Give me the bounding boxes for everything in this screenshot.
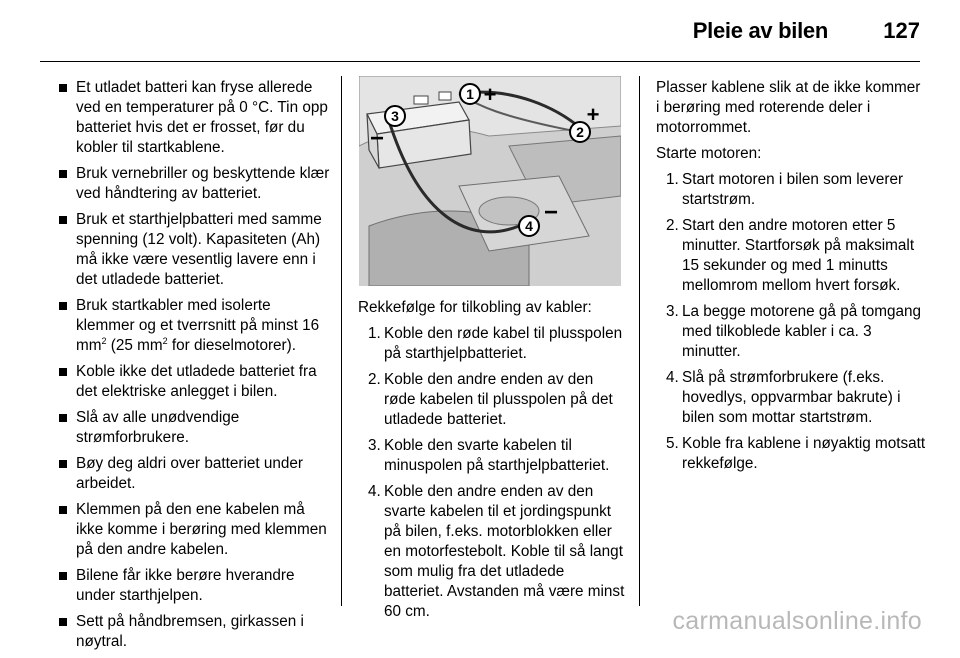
svg-text:1: 1 <box>466 86 474 102</box>
cable-placement-note: Plasser kablene slik at de ikke kommer i berøring med roterende deler i motorrommet. <box>656 79 921 136</box>
bullet-square-icon <box>59 506 67 514</box>
step-item: 1. Koble den røde kabel til plusspolen på starthjelpbatteriet. <box>368 325 623 362</box>
step-item: 2. Koble den andre enden av den røde kabelen til plusspolen på det utladede batteriet. <box>368 371 613 428</box>
bullet-item: Slå av alle unødvendige strømforbrukere. <box>56 408 332 448</box>
bullet-square-icon <box>59 84 67 92</box>
step-item: 5. Koble fra kablene i nøyaktig motsatt rekkefølge. <box>666 435 926 472</box>
bullet-item: Et utladet batteri kan fryse allerede ved en temperaturer på 0 °C. Tin opp batteriet hvis det er frosset, før du kobler til startkablene. <box>56 78 332 158</box>
page-header <box>0 0 960 62</box>
start-steps <box>656 170 928 474</box>
bullet-square-icon <box>59 618 67 626</box>
header-rule <box>40 61 920 62</box>
page-number: 127 <box>883 18 920 43</box>
column-divider <box>341 76 342 606</box>
connection-intro: Rekkefølge for tilkobling av kabler: <box>358 299 592 316</box>
start-heading: Starte motoren: <box>656 145 762 162</box>
column-divider <box>639 76 640 606</box>
bullet-item: Bilene får ikke berøre hverandre under starthjelpen. <box>56 566 332 606</box>
bullet-item: Koble ikke det utladede batteriet fra det elektriske anlegget i bilen. <box>56 362 332 402</box>
step-item: 4. Koble den andre enden av den svarte kabelen til et jordingspunkt på bilen, f.eks. motorblokken eller en motorfestebolt. Koble til så langt som mulig fra det utladede batteriet. Avstanden må være minst 60 cm. <box>368 483 625 620</box>
connection-steps <box>358 324 626 622</box>
bullet-square-icon <box>59 302 67 310</box>
bullet-item: Bruk et starthjelpbatteri med samme spenning (12 volt). Kapasiteten (Ah) må ikke være vesentlig lavere enn i det utladede batteriet. <box>56 210 332 290</box>
bullet-square-icon <box>59 368 67 376</box>
svg-text:+: + <box>483 82 497 107</box>
svg-text:4: 4 <box>525 218 533 234</box>
step-item: 4. Slå på strømforbrukere (f.eks. hovedlys, oppvarmbar bakrute) i bilen som mottar startstrøm. <box>666 369 901 426</box>
column-safety-notes <box>56 78 332 658</box>
bullet-square-icon <box>59 414 67 422</box>
bullet-item: Klemmen på den ene kabelen må ikke komme i berøring med klemmen på den andre kabelen. <box>56 500 332 560</box>
bullet-item: Bruk startkabler med isolerte klemmer og et tverrsnitt på minst 16 $mm^2$ (25 $mm^2$ for dieselmotorer). <box>56 296 332 356</box>
watermark: carmanualsonline.info <box>672 607 922 635</box>
bullet-item: Sett på håndbremsen, girkassen i nøytral. <box>56 612 332 652</box>
bullet-square-icon <box>59 170 67 178</box>
column-start-engine <box>656 78 928 480</box>
bullet-square-icon <box>59 572 67 580</box>
page-title: Pleie av bilen <box>692 18 828 43</box>
svg-text:−: − <box>543 199 559 226</box>
step-item: 1. Start motoren i bilen som leverer startstrøm. <box>666 171 904 208</box>
svg-text:−: − <box>369 125 385 152</box>
bullet-square-icon <box>59 216 67 224</box>
svg-text:+: + <box>586 102 600 127</box>
column-connection-order <box>358 298 626 628</box>
safety-bullet-list <box>56 78 332 652</box>
step-item: 3. La begge motorene gå på tomgang med tilkoblede kabler i ca. 3 minutter. <box>666 303 921 360</box>
svg-text:3: 3 <box>391 108 399 124</box>
bullet-item: Bruk vernebriller og beskyttende klær ved håndtering av batteriet. <box>56 164 332 204</box>
jump-start-illustration <box>359 76 621 286</box>
engine-bay-drawing <box>359 76 621 286</box>
svg-text:2: 2 <box>576 124 584 140</box>
step-item: 2. Start den andre motoren etter 5 minutter. Startforsøk på maksimalt 15 sekunder og med 1 minutts mellomrom mellom hvert forsøk. <box>666 217 915 294</box>
bullet-square-icon <box>59 460 67 468</box>
bullet-item: Bøy deg aldri over batteriet under arbeidet. <box>56 454 332 494</box>
step-item: 3. Koble den svarte kabelen til minuspolen på starthjelpbatteriet. <box>368 437 610 474</box>
